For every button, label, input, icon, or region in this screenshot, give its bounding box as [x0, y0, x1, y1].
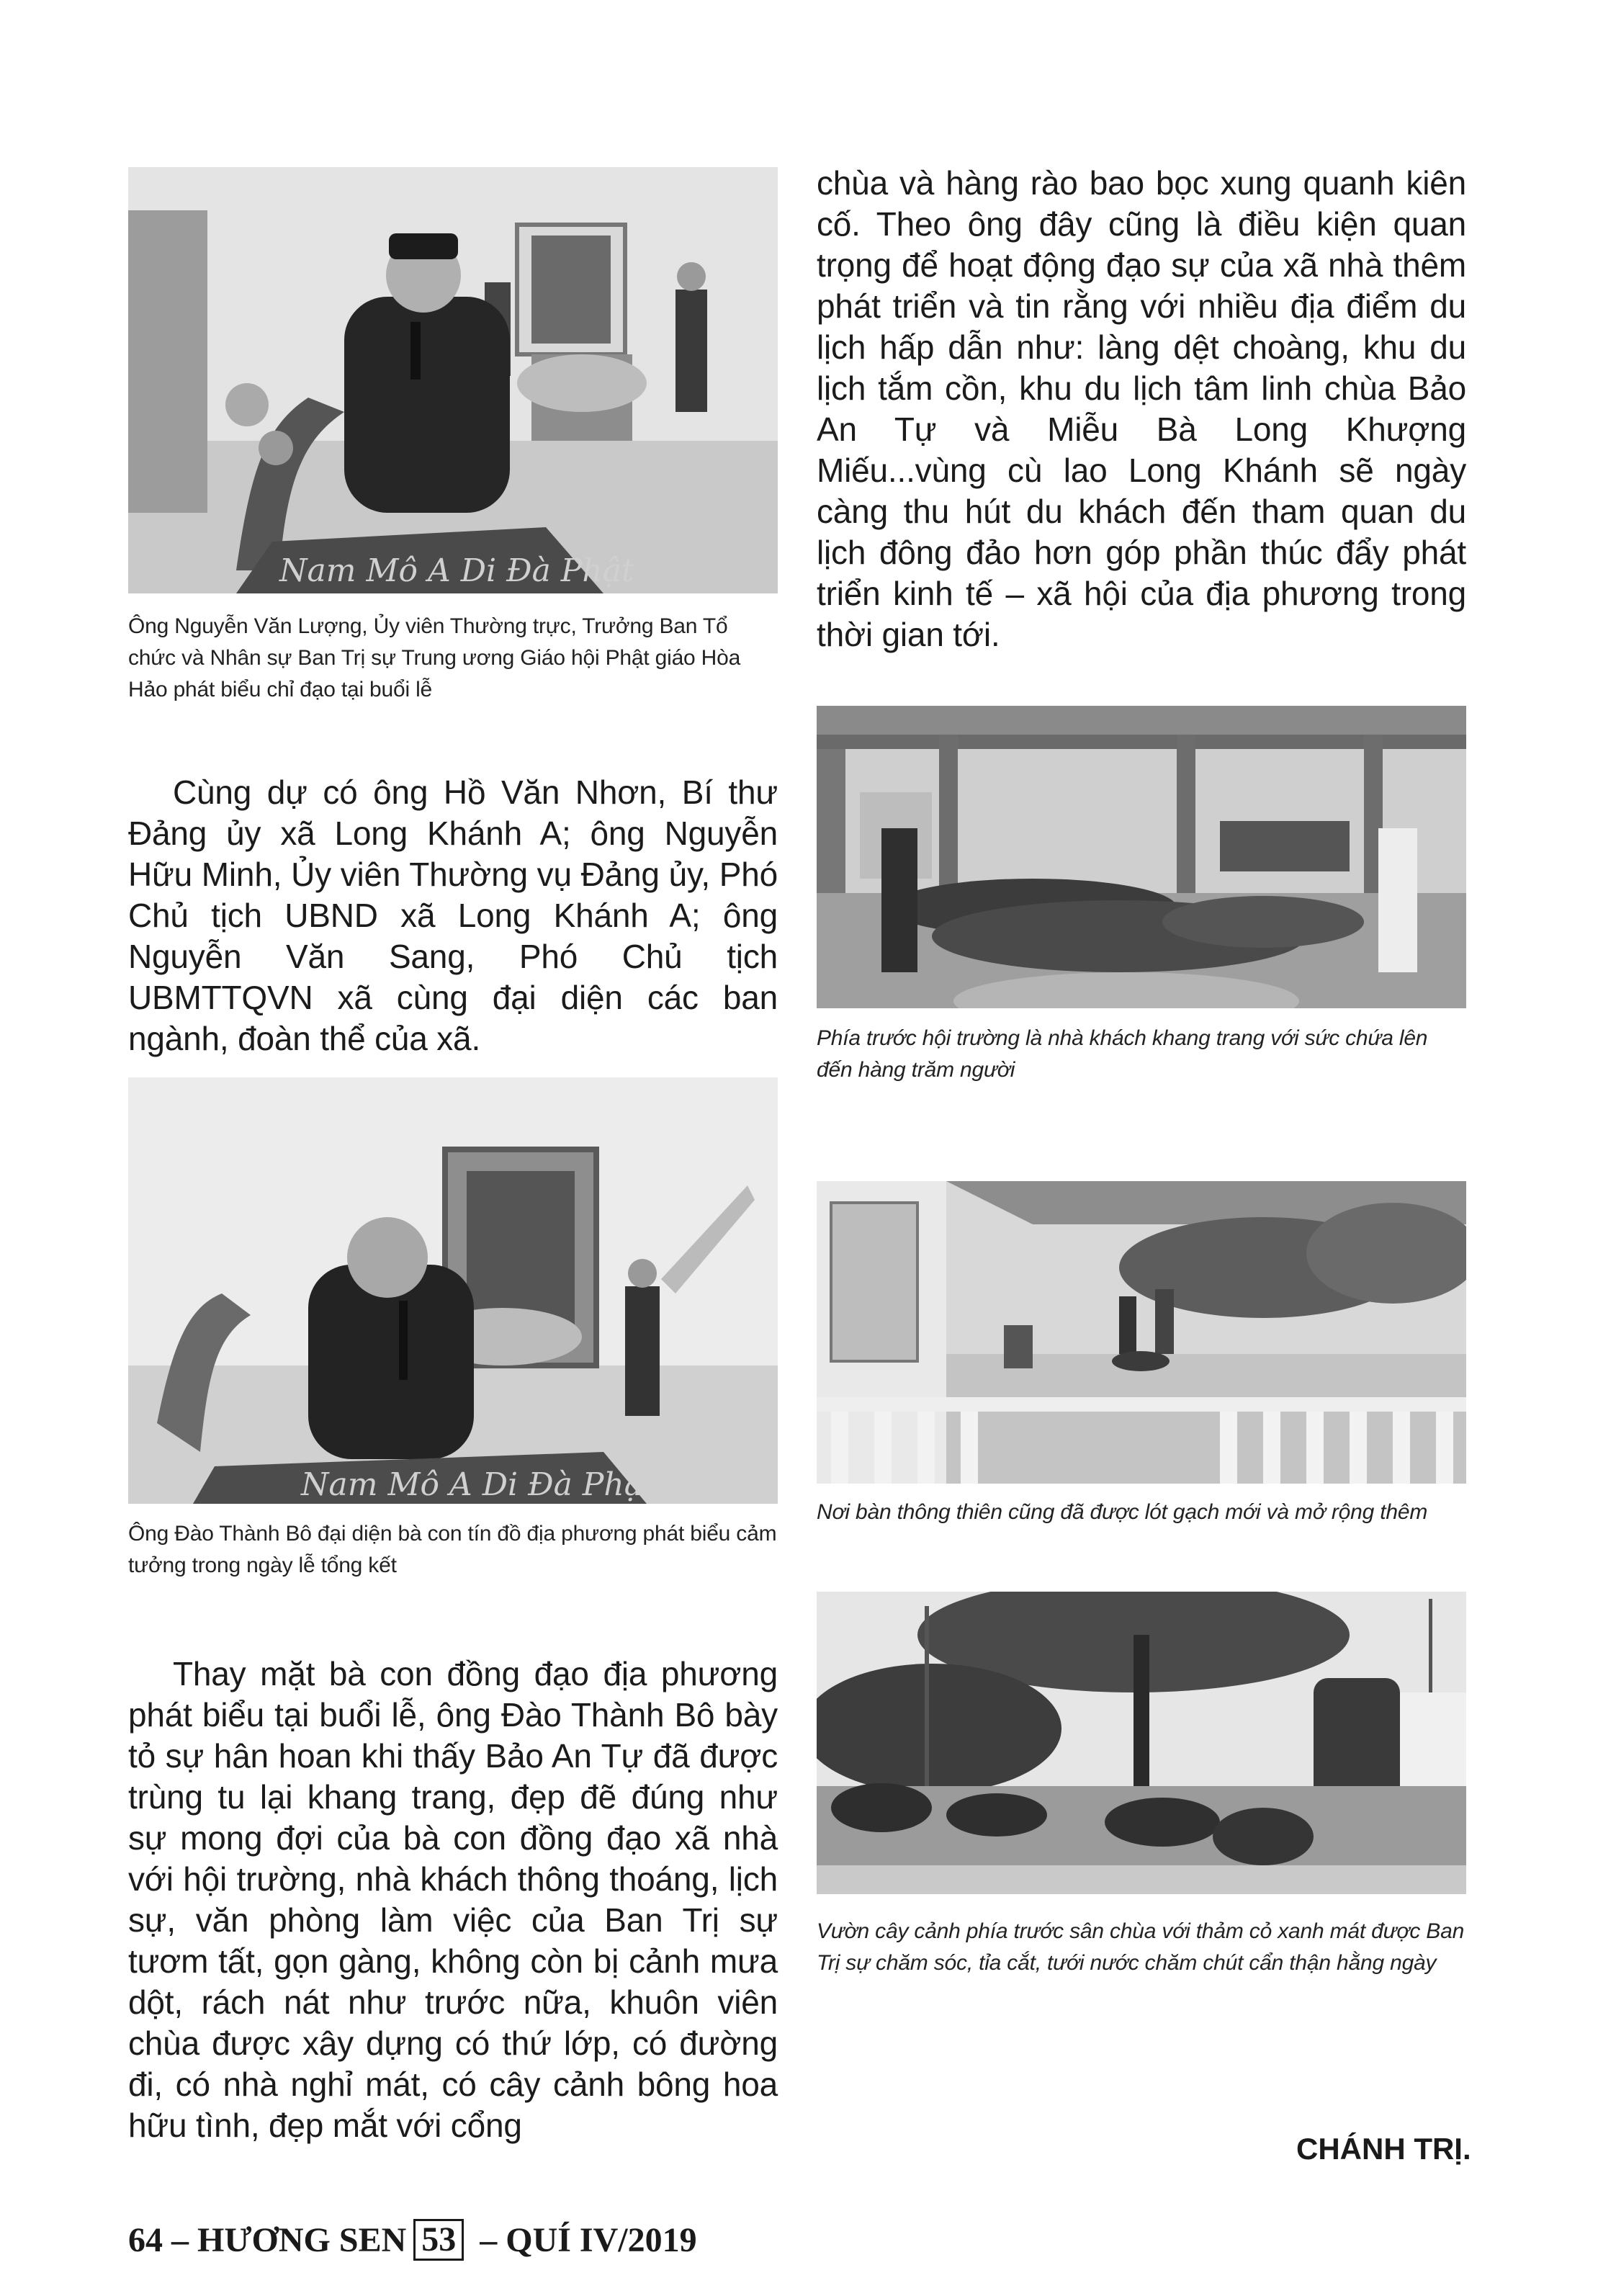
caption-photo-3: Phía trước hội trường là nhà khách khang trang với sức chứa lên đến hàng trăm người [817, 1026, 1428, 1082]
page-footer [128, 2215, 697, 2265]
photo-altar-courtyard [817, 1181, 1466, 1484]
photo-garden [817, 1592, 1466, 1894]
podium-lettering: Nam Mô A Di Đà Phật [279, 552, 634, 589]
page-number: 64 [128, 2220, 163, 2259]
paragraph-continuation: chùa và hàng rào bao bọc xung quanh kiên cố. Theo ông đây cũng là điều kiện quan trọng để hoạt động đạo sự của xã nhà thêm phát triển và tin rằng với nhiều địa điểm du lịch hấp dẫn như: làng dệt choàng, khu du lịch tắm cồn, khu du lịch tâm linh chùa Bảo An Tự và Miễu Bà Long Khượng Miếu...vùng cù lao Long Khánh sẽ ngày càng thu hút du khách đến tham quan du lịch đông đảo hơn góp phần thúc đẩy phát triển kinh tế – xã hội của địa phương trong thời gian tới. [817, 164, 1466, 653]
caption-photo-4: Nơi bàn thông thiên cũng đã được lót gạch mới và mở rộng thêm [817, 1500, 1428, 1524]
issue-number: 53 [413, 2219, 464, 2261]
caption-photo-5: Vườn cây cảnh phía trước sân chùa với thảm cỏ xanh mát được Ban Trị sự chăm sóc, tỉa cắt, tưới nước chăm chút cẩn thận hằng ngày [817, 1919, 1465, 1975]
podium-lettering: Nam Mô A Di Đà Phật [301, 1466, 656, 1503]
magazine-name: HƯƠNG SEN [197, 2220, 407, 2259]
photo-guest-house [817, 706, 1466, 1008]
caption-photo-1: Ông Nguyễn Văn Lượng, Ủy viên Thường trực, Trưởng Ban Tổ chức và Nhân sự Ban Trị sự Trung ương Giáo hội Phật giáo Hòa Hảo phát biểu chỉ đạo tại buổi lễ [128, 614, 741, 701]
paragraph-speech: Thay mặt bà con đồng đạo địa phương phát biểu tại buổi lễ, ông Đào Thành Bô bày tỏ sự hân hoan khi thấy Bảo An Tự đã được trùng tu lại khang trang, đẹp đẽ đúng như sự mong đợi của bà con đồng đạo xã nhà với hội trường, nhà khách thông thoáng, lịch sự, văn phòng làm việc của Ban Trị sự tươm tất, gọn gàng, không còn bị cảnh mưa dột, rách nát như trước nữa, khuôn viên chùa được xây dựng có thứ lớp, có đường đi, có nhà nghỉ mát, có cây cảnh bông hoa hữu tình, đẹp mắt với cổng [128, 1655, 778, 2144]
caption-photo-2: Ông Đào Thành Bô đại diện bà con tín đồ địa phương phát biểu cảm tưởng trong ngày lễ tổng kết [128, 1522, 777, 1577]
footer-dash: – [480, 2220, 498, 2259]
author-signature: CHÁNH TRỊ. [1296, 2132, 1471, 2166]
photo-nguyen-van-luong-speech [128, 167, 778, 593]
photo-dao-thanh-bo-speech [128, 1077, 778, 1504]
footer-dash: – [171, 2220, 189, 2259]
issue-period: QUÍ IV/2019 [506, 2220, 697, 2259]
paragraph-attendees: Cùng dự có ông Hồ Văn Nhơn, Bí thư Đảng ủy xã Long Khánh A; ông Nguyễn Hữu Minh, Ủy viên Thường vụ Đảng ủy, Phó Chủ tịch UBND xã Long Khánh A; ông Nguyễn Văn Sang, Phó Chủ tịch UBMTTQVN xã cùng đại diện các ban ngành, đoàn thể của xã. [128, 773, 778, 1057]
